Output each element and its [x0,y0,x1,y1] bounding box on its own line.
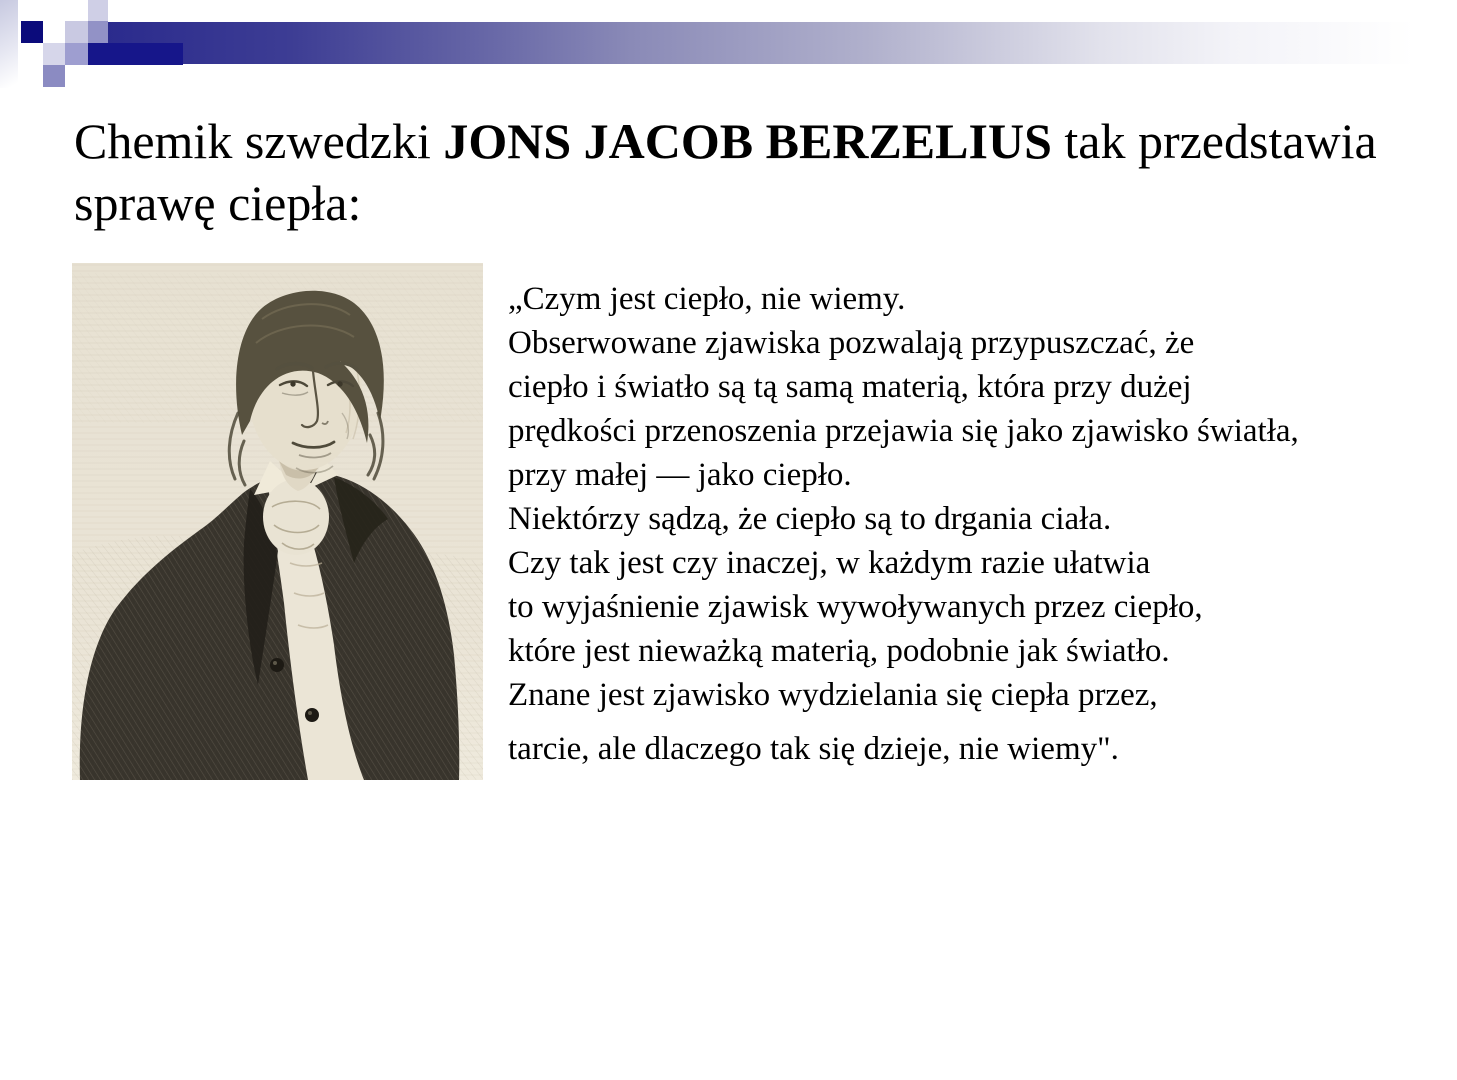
quote-line-4: prędkości przenoszenia przejawia się jako zjawisko światła, [508,413,1299,449]
deco-square-pale-2 [43,43,65,65]
quote-line-8: to wyjaśnienie zjawisk wywoływanych przez ciepło, [508,589,1203,625]
header-gradient-band [108,22,1415,64]
slide-title [74,110,1414,234]
deco-square-medium-3 [43,65,65,87]
quote-line-10: Znane jest zjawisko wydzielania się ciepła przez, [508,677,1158,713]
quote-line-3: ciepło i światło są tą samą materią, która przy dużej [508,369,1192,405]
title-text-before: Chemik szwedzki [74,113,444,169]
quote-block [508,277,1438,771]
deco-left-strip [0,0,18,88]
quote-line-1: „Czym jest ciepło, nie wiemy. [508,281,906,317]
deco-square-pale-top [88,0,108,21]
deco-square-dark [21,21,43,43]
berzelius-portrait-engraving [72,263,483,780]
quote-line-2: Obserwowane zjawiska pozwalają przypuszczać, że [508,325,1195,361]
quote-line-9: które jest nieważką materią, podobnie jak światło. [508,633,1170,669]
title-second-line: sprawę ciepła: [74,175,362,231]
title-scientist-name: JONS JACOB BERZELIUS [443,113,1052,169]
berzelius-portrait-icon [72,263,483,780]
header-band-dark-segment [88,43,183,65]
deco-square-pale [65,21,88,43]
deco-square-medium-2 [65,43,88,65]
deco-square-medium [88,21,108,43]
quote-line-11: tarcie, ale dlaczego tak się dzieje, nie wiemy". [508,731,1119,767]
quote-line-6: Niektórzy sądzą, że ciepło są to drgania ciała. [508,501,1112,537]
quote-line-7: Czy tak jest czy inaczej, w każdym razie ułatwia [508,545,1151,581]
title-text-after: tak przedstawia [1051,113,1377,169]
quote-line-5: przy małej — jako ciepło. [508,457,852,493]
